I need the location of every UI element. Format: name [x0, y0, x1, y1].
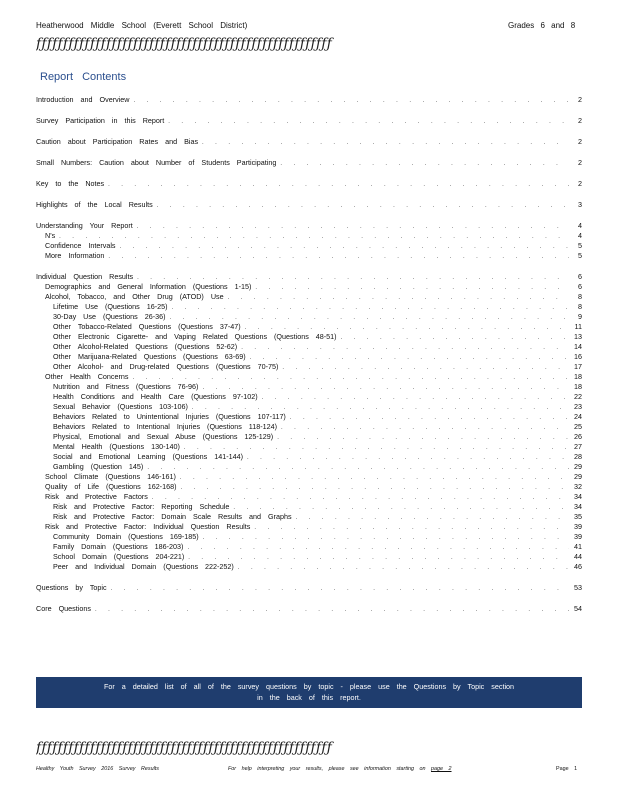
page-title: Report Contents — [40, 71, 127, 84]
toc-entry-page: 46 — [574, 562, 582, 571]
toc-entry[interactable] — [36, 158, 582, 168]
toc-entry-page: 18 — [574, 372, 582, 381]
toc-dot-leader — [277, 433, 569, 443]
toc-entry-page: 17 — [574, 362, 582, 371]
toc-dot-leader — [137, 222, 569, 232]
toc-entry-label: Community Domain (Questions 169-185) — [53, 532, 199, 541]
footer-help-text: For help interpreting your results, please see information starting on — [228, 766, 426, 772]
toc-entry-page: 9 — [578, 312, 582, 321]
toc-entry[interactable] — [36, 412, 582, 422]
toc-entry-label: Behaviors Related to Intentional Injuries (Questions 118-124) — [53, 422, 278, 431]
toc-entry-label: More Information — [45, 251, 105, 260]
toc-dot-leader — [202, 138, 569, 148]
toc-entry[interactable] — [36, 116, 582, 126]
toc-entry-label: Questions by Topic — [36, 583, 107, 592]
toc-dot-leader — [282, 363, 569, 373]
footer-survey-title: Healthy Youth Survey 2016 Survey Results — [36, 766, 159, 772]
toc-entry[interactable] — [36, 542, 582, 552]
toc-dot-leader — [262, 393, 569, 403]
toc-entry[interactable] — [36, 362, 582, 372]
toc-entry[interactable] — [36, 282, 582, 292]
toc-entry[interactable] — [36, 372, 582, 382]
toc-entry-page: 29 — [574, 462, 582, 471]
toc-entry-label: Physical, Emotional and Sexual Abuse (Questions 125-129) — [53, 432, 274, 441]
toc-entry-label: Risk and Protective Factors — [45, 492, 148, 501]
toc-entry[interactable] — [36, 272, 582, 282]
toc-entry[interactable] — [36, 342, 582, 352]
toc-entry-page: 34 — [574, 502, 582, 511]
toc-entry[interactable] — [36, 502, 582, 512]
toc-dot-leader — [108, 252, 569, 262]
toc-entry-label: Gambling (Question 145) — [53, 462, 144, 471]
toc-dot-leader — [238, 563, 569, 573]
toc-entry[interactable] — [36, 200, 582, 210]
toc-entry-page: 41 — [574, 542, 582, 551]
toc-dot-leader — [59, 232, 569, 242]
toc-dot-leader — [254, 523, 569, 533]
toc-entry-page: 18 — [574, 382, 582, 391]
toc-entry-label: School Domain (Questions 204-221) — [53, 552, 185, 561]
toc-entry[interactable] — [36, 562, 582, 572]
toc-entry-label: Highlights of the Local Results — [36, 200, 153, 209]
toc-entry-label: Behaviors Related to Unintentional Injuries (Questions 107-117) — [53, 412, 286, 421]
decorative-rule-bottom: ƒƒƒƒƒƒƒƒƒƒƒƒƒƒƒƒƒƒƒƒƒƒƒƒƒƒƒƒƒƒƒƒƒƒƒƒƒƒƒƒƒƒƒƒƒƒƒƒƒƒƒƒƒƒƒ — [36, 741, 332, 755]
toc-entry-label: Health Conditions and Health Care (Questions 97-102) — [53, 392, 258, 401]
toc-entry-page: 8 — [578, 302, 582, 311]
toc-entry-page: 27 — [574, 442, 582, 451]
toc-entry[interactable] — [36, 552, 582, 562]
toc-entry[interactable] — [36, 402, 582, 412]
toc-entry-page: 22 — [574, 392, 582, 401]
toc-entry-label: Demographics and General Information (Questions 1-15) — [45, 282, 252, 291]
toc-entry-page: 11 — [574, 322, 582, 331]
toc-entry-label: Lifetime Use (Questions 16-25) — [53, 302, 168, 311]
page-number: Page 1 — [556, 766, 578, 772]
toc-entry-page: 29 — [574, 472, 582, 481]
toc-entry-label: Risk and Protective Factor: Individual Question Results — [45, 522, 251, 531]
toc-entry-label: Core Questions — [36, 604, 91, 613]
toc-entry[interactable] — [36, 231, 582, 241]
toc-entry-page: 5 — [578, 251, 582, 260]
toc-entry-label: Caution about Participation Rates and Bias — [36, 137, 199, 146]
toc-entry[interactable] — [36, 583, 582, 593]
toc-entry-label: Quality of Life (Questions 162-168) — [45, 482, 177, 491]
toc-entry-page: 35 — [574, 512, 582, 521]
toc-entry[interactable] — [36, 482, 582, 492]
toc-dot-leader — [108, 180, 569, 190]
toc-entry-label: Other Marijuana-Related Questions (Questions 63-69) — [53, 352, 246, 361]
toc-entry[interactable] — [36, 512, 582, 522]
toc-entry[interactable] — [36, 332, 582, 342]
toc-entry-label: Confidence Intervals — [45, 241, 116, 250]
topic-note-banner — [36, 677, 582, 708]
footer-page-link[interactable]: page 2 — [431, 766, 452, 772]
toc-entry-page: 32 — [574, 482, 582, 491]
banner-line-1: For a detailed list of all of the survey questions by topic - please use the Questions by Topic section — [103, 682, 515, 691]
toc-entry-label: Other Alcohol- and Drug-related Questions (Questions 70-75) — [53, 362, 279, 371]
toc-entry[interactable] — [36, 322, 582, 332]
toc-entry-page: 2 — [578, 116, 582, 125]
toc-entry[interactable] — [36, 241, 582, 251]
toc-entry-page: 23 — [574, 402, 582, 411]
toc-entry-page: 2 — [578, 179, 582, 188]
toc-entry-page: 4 — [578, 231, 582, 240]
toc-dot-leader — [187, 543, 569, 553]
toc-entry[interactable] — [36, 492, 582, 502]
toc-entry-label: Nutrition and Fitness (Questions 76-96) — [53, 382, 199, 391]
toc-entry-label: Risk and Protective Factor: Domain Scale Results and Graphs — [53, 512, 292, 521]
toc-entry-label: N's — [45, 231, 56, 240]
toc-entry-page: 4 — [578, 221, 582, 230]
toc-entry-page: 6 — [578, 282, 582, 291]
toc-dot-leader — [296, 513, 569, 523]
toc-entry-label: Mental Health (Questions 130-140) — [53, 442, 180, 451]
toc-entry[interactable] — [36, 221, 582, 231]
toc-entry-label: Other Alcohol-Related Questions (Questions 52-62) — [53, 342, 238, 351]
toc-entry-label: Other Tobacco-Related Questions (Questions 37-47) — [53, 322, 241, 331]
toc-entry[interactable] — [36, 179, 582, 189]
toc-dot-leader — [147, 463, 569, 473]
school-name: Heatherwood Middle School (Everett School District) — [36, 21, 248, 30]
toc-entry-page: 2 — [578, 95, 582, 104]
toc-entry-label: Survey Participation in this Report — [36, 116, 165, 125]
toc-entry[interactable] — [36, 604, 582, 614]
toc-entry-page: 2 — [578, 137, 582, 146]
toc-dot-leader — [157, 201, 569, 211]
toc-entry-page: 34 — [574, 492, 582, 501]
toc-dot-leader — [290, 413, 569, 423]
toc-dot-leader — [111, 584, 569, 594]
toc-entry[interactable] — [36, 432, 582, 442]
toc-entry-page: 3 — [578, 200, 582, 209]
toc-entry-page: 26 — [574, 432, 582, 441]
toc-entry-label: Social and Emotional Learning (Questions 141-144) — [53, 452, 244, 461]
toc-entry-label: 30-Day Use (Questions 26-36) — [53, 312, 166, 321]
toc-entry-label: Risk and Protective Factor: Reporting Schedule — [53, 502, 230, 511]
toc-entry-page: 5 — [578, 241, 582, 250]
toc-entry-label: Peer and Individual Domain (Questions 222-252) — [53, 562, 234, 571]
toc-entry-label: Other Health Concerns — [45, 372, 129, 381]
toc-entry[interactable] — [36, 442, 582, 452]
toc-entry[interactable] — [36, 522, 582, 532]
toc-entry-page: 54 — [574, 604, 582, 613]
toc-entry-page: 6 — [578, 272, 582, 281]
toc-entry-page: 53 — [574, 583, 582, 592]
toc-dot-leader — [341, 333, 569, 343]
toc-entry-page: 39 — [574, 522, 582, 531]
toc-entry-page: 14 — [574, 342, 582, 351]
toc-dot-leader — [134, 96, 570, 106]
toc-dot-leader — [171, 303, 569, 313]
toc-entry[interactable] — [36, 352, 582, 362]
toc-entry[interactable] — [36, 137, 582, 147]
toc-entry-page: 16 — [574, 352, 582, 361]
toc-dot-leader — [280, 159, 569, 169]
toc-entry-label: Individual Question Results — [36, 272, 134, 281]
toc-entry[interactable] — [36, 251, 582, 261]
toc-entry-label: Alcohol, Tobacco, and Other Drug (ATOD) Use — [45, 292, 224, 301]
toc-entry-label: Other Electronic Cigarette- and Vaping Related Questions (Questions 48-51) — [53, 332, 337, 341]
toc-entry[interactable] — [36, 95, 582, 105]
toc-entry-label: Introduction and Overview — [36, 95, 130, 104]
toc-entry[interactable] — [36, 532, 582, 542]
toc-entry[interactable] — [36, 462, 582, 472]
table-of-contents — [36, 95, 582, 614]
banner-line-2: in the back of this report. — [257, 693, 361, 702]
toc-entry[interactable] — [36, 292, 582, 302]
toc-entry-page: 8 — [578, 292, 582, 301]
toc-entry-page: 39 — [574, 532, 582, 541]
footer-help-note — [228, 766, 452, 772]
toc-dot-leader — [120, 242, 569, 252]
toc-dot-leader — [203, 533, 569, 543]
toc-entry-label: Key to the Notes — [36, 179, 105, 188]
toc-dot-leader — [168, 117, 569, 127]
toc-entry[interactable] — [36, 382, 582, 392]
toc-dot-leader — [180, 473, 569, 483]
toc-dot-leader — [95, 605, 569, 615]
toc-entry-page: 25 — [574, 422, 582, 431]
toc-dot-leader — [255, 283, 569, 293]
toc-entry[interactable] — [36, 472, 582, 482]
toc-entry-label: Small Numbers: Caution about Number of Students Participating — [36, 158, 277, 167]
toc-entry-page: 13 — [574, 332, 582, 341]
decorative-rule-top: ƒƒƒƒƒƒƒƒƒƒƒƒƒƒƒƒƒƒƒƒƒƒƒƒƒƒƒƒƒƒƒƒƒƒƒƒƒƒƒƒƒƒƒƒƒƒƒƒƒƒƒƒƒƒƒ — [36, 37, 332, 51]
toc-entry-label: School Climate (Questions 146-161) — [45, 472, 176, 481]
toc-dot-leader — [241, 343, 569, 353]
toc-entry-page: 28 — [574, 452, 582, 461]
toc-dot-leader — [281, 423, 569, 433]
toc-entry[interactable] — [36, 312, 582, 322]
toc-entry[interactable] — [36, 302, 582, 312]
toc-entry-label: Understanding Your Report — [36, 221, 133, 230]
toc-entry-label: Family Domain (Questions 186-203) — [53, 542, 184, 551]
toc-dot-leader — [250, 353, 569, 363]
toc-dot-leader — [188, 553, 569, 563]
toc-dot-leader — [180, 483, 569, 493]
toc-dot-leader — [228, 293, 569, 303]
toc-entry-label: Sexual Behavior (Questions 103-106) — [53, 402, 188, 411]
toc-entry-page: 44 — [574, 552, 582, 561]
toc-entry[interactable] — [36, 392, 582, 402]
toc-entry[interactable] — [36, 422, 582, 432]
toc-entry[interactable] — [36, 452, 582, 462]
toc-entry-page: 2 — [578, 158, 582, 167]
grades-label: Grades 6 and 8 — [508, 21, 576, 30]
toc-dot-leader — [247, 453, 569, 463]
toc-entry-page: 24 — [574, 412, 582, 421]
